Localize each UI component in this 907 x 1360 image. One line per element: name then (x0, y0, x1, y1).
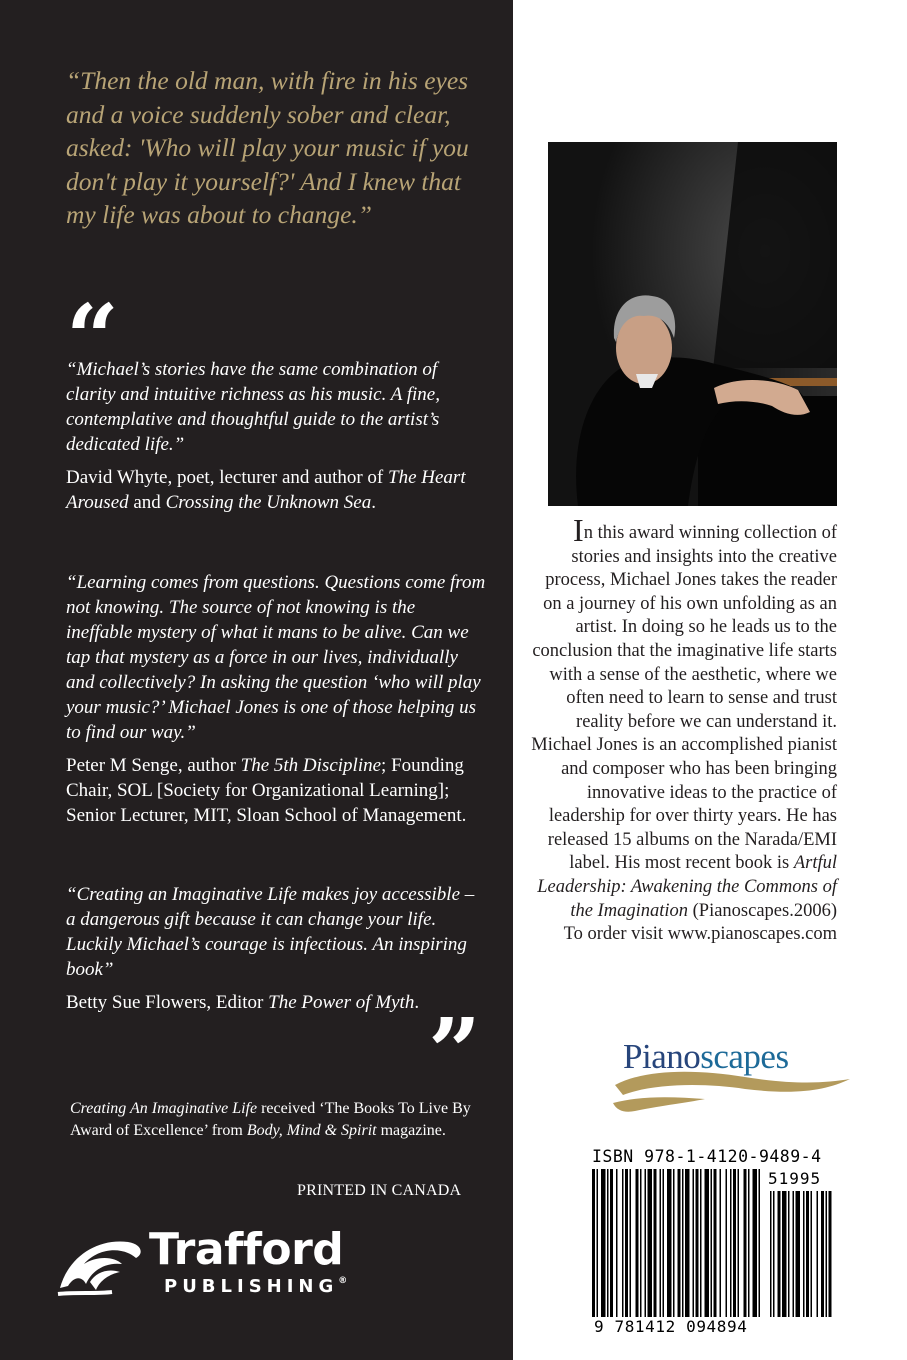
testimonial-quote: “Creating an Imaginative Life makes joy accessible – a dangerous gift because it can change your life. Luckily Michael’s courage is infectious. An inspiring book” (66, 884, 475, 980)
isbn-addon: 51995 (768, 1169, 822, 1188)
barcode-bar (782, 1191, 787, 1317)
isbn-barcode (592, 1147, 838, 1337)
barcode-bar (817, 1191, 819, 1317)
barcode-bar (597, 1169, 599, 1317)
barcode-bar (726, 1169, 728, 1317)
isbn-number: 9 781412 094894 (594, 1317, 752, 1336)
testimonial-attribution: Peter M Senge, author The 5th Discipline; Founding Chair, SOL [Society for Organizational Learning]; Senior Lecturer, MIT, Sloan School of Management. (66, 755, 467, 826)
open-quote-mark: “ (66, 284, 119, 392)
barcode-bar (696, 1169, 699, 1317)
trafford-logo (56, 1224, 401, 1308)
barcode-bar (667, 1169, 672, 1317)
isbn-text: ISBN 978-1-4120-9489-4 (592, 1147, 822, 1166)
book-description: In this award winning collection of stories and insights into the creative process, Michael Jones takes the reader on a journey of his own unfolding as an artist. In doing so he leads us to the conclusion that the imaginative life starts with a sense of the aesthetic, where we often need to learn to sense and trust reality before we can understand it. Michael Jones is an accomplished pianist and composer who has been bringing innovative ideas to the practice of leadership for over thirty years. He has released 15 albums on the Narada/EMI label. His most recent book is Artful Leadership: Awakening the Commons of the Imagination (Pianoscapes.2006) To order visit www.pianoscapes.com (531, 512, 837, 945)
barcode-bar (607, 1169, 609, 1317)
back-cover-right-panel (513, 0, 907, 1360)
award-note: Creating An Imaginative Life received ‘The Books To Live By Award of Excellence’ from Body, Mind & Spirit magazine. (70, 1100, 471, 1139)
author-photo-image (548, 142, 837, 506)
barcode-bar (648, 1169, 653, 1317)
barcode-bar (714, 1169, 717, 1317)
barcode-bar (733, 1169, 736, 1317)
barcode-bar (685, 1169, 690, 1317)
barcode-bar (705, 1169, 710, 1317)
testimonial (66, 357, 486, 515)
pianoscapes-wordmark: Pianoscapes (623, 1037, 789, 1076)
testimonial-attribution: Betty Sue Flowers, Editor The Power of Myth. (66, 992, 420, 1013)
barcode-bar (753, 1169, 758, 1317)
barcode-bar (673, 1169, 675, 1317)
barcode-bar (748, 1169, 750, 1317)
barcode-bar (788, 1191, 790, 1317)
barcode-bar (592, 1169, 595, 1317)
barcode-bar (796, 1191, 801, 1317)
barcode-bar (811, 1191, 813, 1317)
barcode-bar (829, 1191, 832, 1317)
barcode-bar (654, 1169, 657, 1317)
barcode-bar (720, 1169, 722, 1317)
barcode-bar (693, 1169, 695, 1317)
barcode-bar (821, 1191, 824, 1317)
barcode-bar (616, 1169, 618, 1317)
lead-quote: “Then the old man, with fire in his eyes and a voice suddenly sober and clear, asked: 'Who will play your music if you don't play it yourself?' And I knew that my life was about to change.” (66, 66, 469, 229)
barcode-bar (806, 1191, 809, 1317)
testimonial (66, 570, 486, 828)
barcode-bar (636, 1169, 639, 1317)
order-line: To order visit www.pianoscapes.com (563, 924, 837, 945)
barcode-bar (803, 1191, 805, 1317)
barcode-bar (610, 1169, 613, 1317)
drop-letter: I (573, 512, 584, 548)
trafford-wordmark: Trafford (149, 1224, 344, 1275)
barcode-icon (592, 1169, 838, 1321)
pianoscapes-logo (605, 1025, 855, 1125)
barcode-bar (826, 1191, 828, 1317)
barcode-bar (711, 1169, 713, 1317)
barcode-bar (630, 1169, 632, 1317)
barcode-bar (700, 1169, 702, 1317)
barcode-bar (770, 1191, 772, 1317)
barcode-bar (682, 1169, 684, 1317)
printed-in: PRINTED IN CANADA (297, 1182, 462, 1199)
barcode-bar (660, 1169, 662, 1317)
testimonial-quote: “Learning comes from questions. Questions come from not knowing. The source of not knowing is the ineffable mystery of what it mans to be alive. Can we tap that mystery as a force in our lives, individually and collectively? In asking the question ‘who will play your music?’ Michael Jones is one of those helping us to find our way.” (66, 572, 486, 743)
barcode-bar (678, 1169, 681, 1317)
testimonial (66, 882, 486, 1015)
barcode-bar (640, 1169, 642, 1317)
barcode-bar (738, 1169, 740, 1317)
trafford-wave-icon (56, 1232, 146, 1302)
testimonial-quote: “Michael’s stories have the same combination of clarity and intuitive richness as his music. A fine, contemplative and thoughtful guide to the artist’s dedicated life.” (66, 359, 440, 455)
testimonial-attribution: David Whyte, poet, lecturer and author of The Heart Aroused and Crossing the Unknown Sea. (66, 467, 466, 513)
barcode-bar (663, 1169, 665, 1317)
barcode-bar (601, 1169, 606, 1317)
barcode-bar (645, 1169, 647, 1317)
barcode-bar (744, 1169, 747, 1317)
barcode-bar (759, 1169, 761, 1317)
close-quote-mark: ” (428, 998, 481, 1106)
barcode-bar (773, 1191, 775, 1317)
barcode-bar (793, 1191, 795, 1317)
barcode-bar (730, 1169, 732, 1317)
author-photo (548, 142, 837, 506)
trafford-subline: PUBLISHING® (164, 1276, 348, 1297)
barcode-bar (625, 1169, 628, 1317)
barcode-bar (622, 1169, 624, 1317)
barcode-bar (778, 1191, 781, 1317)
